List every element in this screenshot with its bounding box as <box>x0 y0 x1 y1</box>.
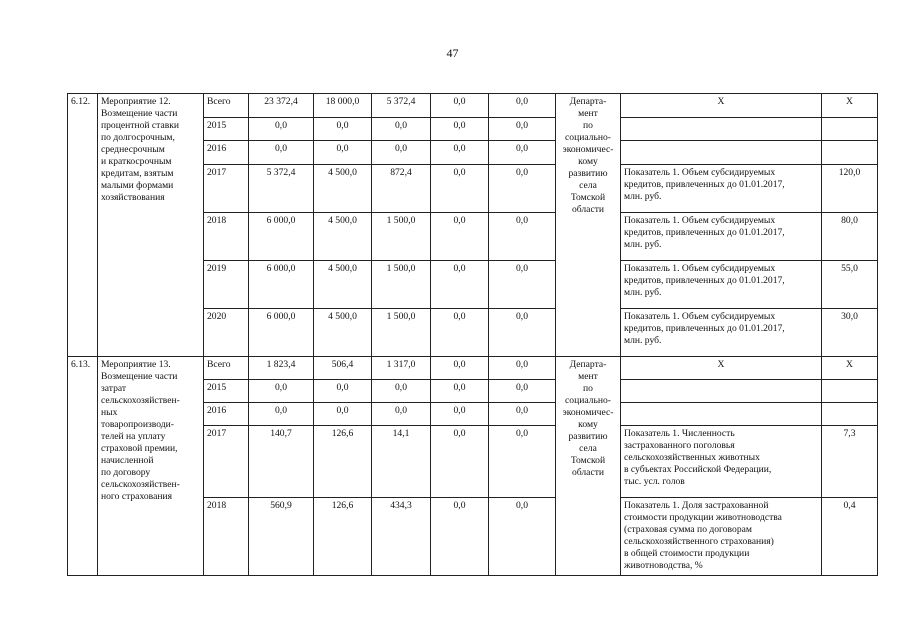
cell-year: Всего <box>204 94 249 118</box>
target-value-cell: 0,4 <box>822 498 878 576</box>
cell-reg: 1 500,0 <box>372 213 431 261</box>
target-value-cell <box>822 380 878 403</box>
target-value-cell: 120,0 <box>822 165 878 213</box>
indicator-cell <box>621 141 822 165</box>
cell-year: 2018 <box>204 498 249 576</box>
cell-reg: 1 317,0 <box>372 357 431 380</box>
table-body <box>68 94 878 576</box>
measure-executor: Департа- мент по социально- экономичес- кому развитию села Томской области <box>556 94 621 357</box>
cell-total: 5 372,4 <box>249 165 314 213</box>
cell-fed: 0,0 <box>314 403 372 426</box>
cell-reg: 0,0 <box>372 141 431 165</box>
cell-loc: 0,0 <box>431 213 489 261</box>
cell-reg: 1 500,0 <box>372 261 431 309</box>
cell-fed: 506,4 <box>314 357 372 380</box>
cell-reg: 0,0 <box>372 380 431 403</box>
cell-year: 2019 <box>204 261 249 309</box>
cell-year: 2017 <box>204 426 249 498</box>
cell-ext: 0,0 <box>489 426 556 498</box>
indicator-cell: Показатель 1. Доля застрахованной стоимости продукции животноводства (страховая сумма по договорам сельскохозяйственного страхования) в общей стоимости продукции животноводства, % <box>621 498 822 576</box>
cell-loc: 0,0 <box>431 94 489 118</box>
indicator-cell: Показатель 1. Объем субсидируемых кредитов, привлеченных до 01.01.2017, млн. руб. <box>621 165 822 213</box>
cell-fed: 4 500,0 <box>314 213 372 261</box>
cell-total: 23 372,4 <box>249 94 314 118</box>
indicator-cell: Показатель 1. Объем субсидируемых кредитов, привлеченных до 01.01.2017, млн. руб. <box>621 309 822 357</box>
cell-loc: 0,0 <box>431 380 489 403</box>
cell-fed: 4 500,0 <box>314 309 372 357</box>
cell-reg: 872,4 <box>372 165 431 213</box>
measure-name: Мероприятие 12. Возмещение части процентной ставки по долгосрочным, среднесрочным и краткосрочным кредитам, взятым малыми формами хозяйствования <box>98 94 204 357</box>
measure-number: 6.12. <box>68 94 98 357</box>
indicator-cell: Показатель 1. Объем субсидируемых кредитов, привлеченных до 01.01.2017, млн. руб. <box>621 213 822 261</box>
cell-total: 6 000,0 <box>249 309 314 357</box>
cell-ext: 0,0 <box>489 141 556 165</box>
cell-total: 0,0 <box>249 380 314 403</box>
cell-loc: 0,0 <box>431 403 489 426</box>
cell-loc: 0,0 <box>431 118 489 141</box>
cell-year: 2017 <box>204 165 249 213</box>
cell-fed: 4 500,0 <box>314 261 372 309</box>
cell-loc: 0,0 <box>431 498 489 576</box>
cell-total: 560,9 <box>249 498 314 576</box>
cell-year: 2015 <box>204 118 249 141</box>
indicator-cell: Х <box>621 357 822 380</box>
cell-fed: 0,0 <box>314 380 372 403</box>
cell-reg: 0,0 <box>372 118 431 141</box>
cell-fed: 0,0 <box>314 141 372 165</box>
measure-number: 6.13. <box>68 357 98 576</box>
cell-fed: 126,6 <box>314 426 372 498</box>
cell-fed: 4 500,0 <box>314 165 372 213</box>
indicator-cell: Х <box>621 94 822 118</box>
cell-reg: 434,3 <box>372 498 431 576</box>
cell-loc: 0,0 <box>431 309 489 357</box>
indicator-cell <box>621 380 822 403</box>
target-value-cell <box>822 403 878 426</box>
cell-ext: 0,0 <box>489 498 556 576</box>
cell-reg: 14,1 <box>372 426 431 498</box>
cell-year: Всего <box>204 357 249 380</box>
cell-ext: 0,0 <box>489 403 556 426</box>
table-row <box>68 357 878 380</box>
target-value-cell: Х <box>822 94 878 118</box>
cell-reg: 0,0 <box>372 403 431 426</box>
cell-total: 6 000,0 <box>249 213 314 261</box>
cell-total: 1 823,4 <box>249 357 314 380</box>
cell-loc: 0,0 <box>431 141 489 165</box>
cell-loc: 0,0 <box>431 426 489 498</box>
table-row <box>68 94 878 118</box>
indicator-cell <box>621 403 822 426</box>
cell-year: 2016 <box>204 403 249 426</box>
cell-reg: 1 500,0 <box>372 309 431 357</box>
cell-year: 2016 <box>204 141 249 165</box>
cell-ext: 0,0 <box>489 357 556 380</box>
cell-fed: 0,0 <box>314 118 372 141</box>
cell-year: 2015 <box>204 380 249 403</box>
cell-fed: 18 000,0 <box>314 94 372 118</box>
cell-fed: 126,6 <box>314 498 372 576</box>
cell-ext: 0,0 <box>489 309 556 357</box>
target-value-cell <box>822 141 878 165</box>
cell-total: 0,0 <box>249 403 314 426</box>
target-value-cell <box>822 118 878 141</box>
cell-ext: 0,0 <box>489 118 556 141</box>
cell-ext: 0,0 <box>489 165 556 213</box>
target-value-cell: 80,0 <box>822 213 878 261</box>
cell-total: 0,0 <box>249 118 314 141</box>
target-value-cell: Х <box>822 357 878 380</box>
cell-total: 0,0 <box>249 141 314 165</box>
cell-reg: 5 372,4 <box>372 94 431 118</box>
cell-ext: 0,0 <box>489 213 556 261</box>
cell-ext: 0,0 <box>489 261 556 309</box>
target-value-cell: 30,0 <box>822 309 878 357</box>
measure-name: Мероприятие 13. Возмещение части затрат сельскохозяйствен- ных товаропроизводи- телей на уплату страховой премии, начисленной по договору сельскохозяйствен- ного страхования <box>98 357 204 576</box>
cell-loc: 0,0 <box>431 165 489 213</box>
cell-total: 140,7 <box>249 426 314 498</box>
cell-loc: 0,0 <box>431 261 489 309</box>
cell-ext: 0,0 <box>489 380 556 403</box>
program-measures-table <box>67 93 878 576</box>
indicator-cell <box>621 118 822 141</box>
target-value-cell: 7,3 <box>822 426 878 498</box>
cell-total: 6 000,0 <box>249 261 314 309</box>
cell-ext: 0,0 <box>489 94 556 118</box>
cell-year: 2018 <box>204 213 249 261</box>
target-value-cell: 55,0 <box>822 261 878 309</box>
indicator-cell: Показатель 1. Численность застрахованного поголовья сельскохозяйственных животных в субъектах Российской Федерации, тыс. усл. голов <box>621 426 822 498</box>
measure-executor: Департа- мент по социально- экономичес- кому развитию села Томской области <box>556 357 621 576</box>
cell-loc: 0,0 <box>431 357 489 380</box>
indicator-cell: Показатель 1. Объем субсидируемых кредитов, привлеченных до 01.01.2017, млн. руб. <box>621 261 822 309</box>
page-number: 47 <box>446 46 459 60</box>
cell-year: 2020 <box>204 309 249 357</box>
